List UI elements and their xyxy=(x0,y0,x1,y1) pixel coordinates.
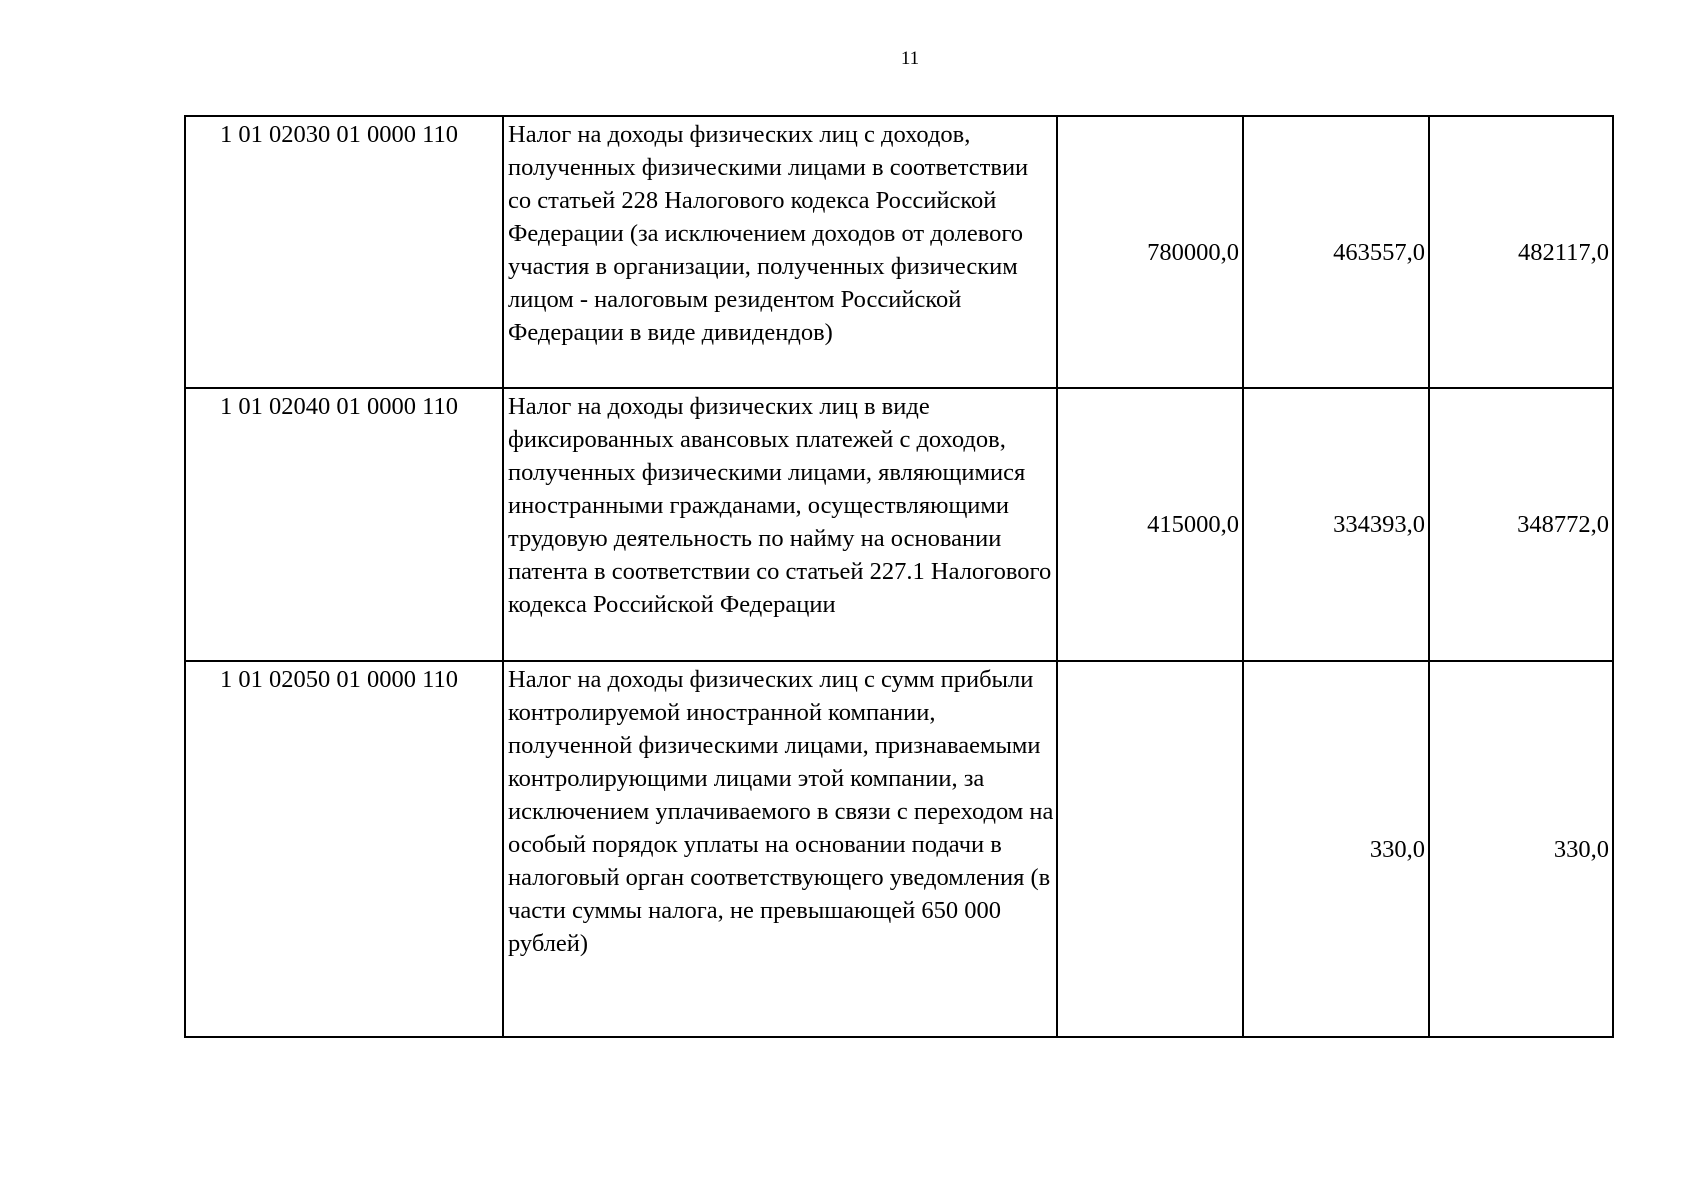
revenue-name: Налог на доходы физических лиц с доходов, полученных физическими лицами в соответствии со статьей 228 Налогового кодекса Российской Федерации (за исключением доходов от долевого участия в организации, полученных физическим лицом - налоговым резидентом Российской Федерации в виде дивидендов) xyxy=(503,116,1057,388)
budget-classification-code: 1 01 02050 01 0000 110 xyxy=(185,661,503,1037)
amount-cell: 330,0 xyxy=(1429,661,1613,1037)
amount-cell: 334393,0 xyxy=(1243,388,1429,661)
revenue-name: Налог на доходы физических лиц в виде фиксированных авансовых платежей с доходов, полученных физическими лицами, являющимися иностранными гражданами, осуществляющими трудовую деятельность по найму на основании патента в соответствии со статьей 227.1 Налогового кодекса Российской Федерации xyxy=(503,388,1057,661)
amount-cell: 415000,0 xyxy=(1057,388,1243,661)
revenue-name: Налог на доходы физических лиц с сумм прибыли контролируемой иностранной компании, полученной физическими лицами, признаваемыми контролирующими лицами этой компании, за исключением уплачиваемого в связи с переходом на особый порядок уплаты на основании подачи в налоговый орган соответствующего уведомления (в части суммы налога, не превышающей 650 000 рублей) xyxy=(503,661,1057,1037)
table-row xyxy=(185,116,1613,388)
amount-cell: 330,0 xyxy=(1243,661,1429,1037)
budget-classification-code: 1 01 02030 01 0000 110 xyxy=(185,116,503,388)
amount-cell: 463557,0 xyxy=(1243,116,1429,388)
page-number: 11 xyxy=(900,48,920,69)
amount-cell: 780000,0 xyxy=(1057,116,1243,388)
amount-cell xyxy=(1057,661,1243,1037)
table-row xyxy=(185,661,1613,1037)
amount-cell: 348772,0 xyxy=(1429,388,1613,661)
budget-revenue-table xyxy=(184,115,1614,1038)
budget-classification-code: 1 01 02040 01 0000 110 xyxy=(185,388,503,661)
table-row xyxy=(185,388,1613,661)
amount-cell: 482117,0 xyxy=(1429,116,1613,388)
